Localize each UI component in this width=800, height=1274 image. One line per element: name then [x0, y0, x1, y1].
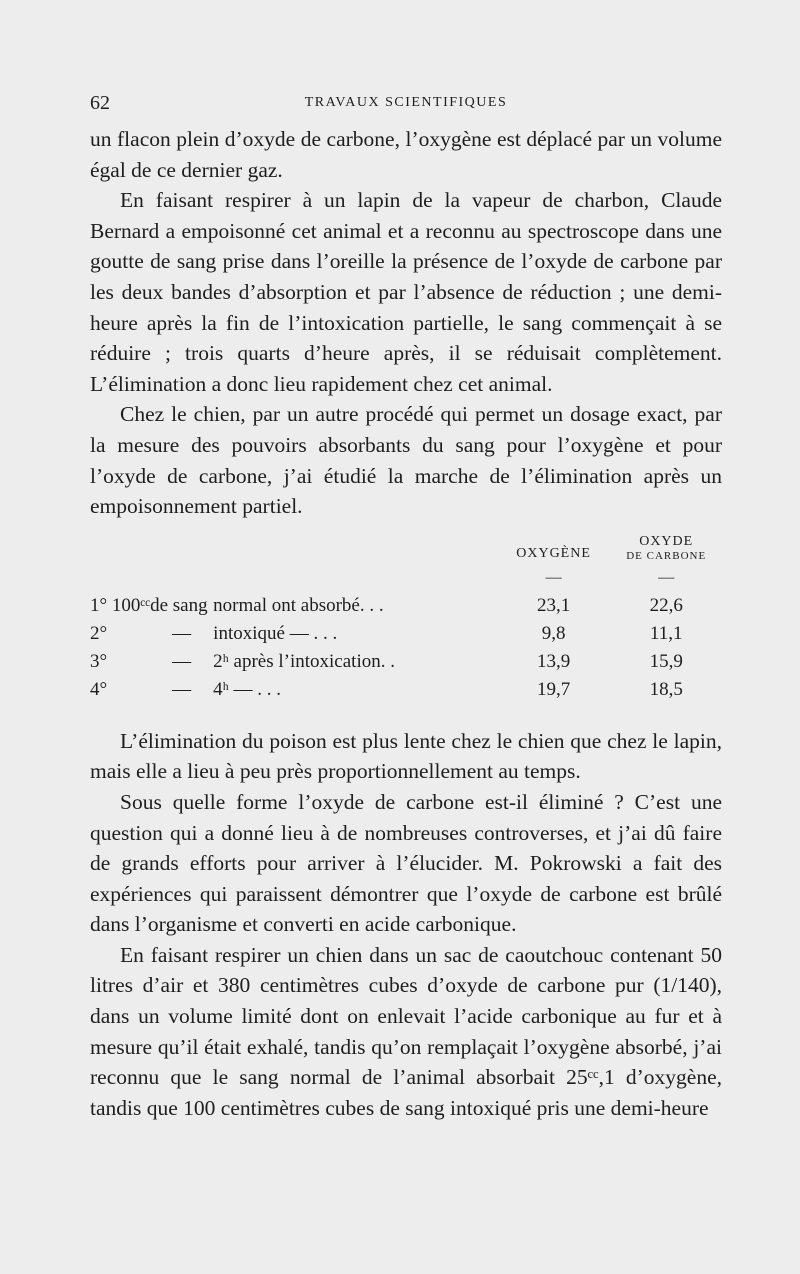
- page-header: [90, 92, 722, 116]
- oxyde-value: 18,5: [649, 678, 683, 700]
- paragraph: Sous quelle forme l’oxyde de carbone est-il éliminé ? C’est une question qui a donné lieu à de nombreuses controverses, et j’ai dû faire de grands efforts pour arriver à l’élucider. M. Pokrowski a fait des expériences qui paraissent démontrer que l’oxyde de carbone est brûlé dans l’organisme et converti en acide carbonique.: [90, 789, 722, 937]
- table-header-row: [90, 534, 722, 564]
- oxyde-value: 15,9: [649, 650, 683, 672]
- row-number: 3°: [90, 650, 108, 672]
- oxygene-value: 23,1: [536, 594, 571, 616]
- row-number: 4°: [90, 678, 108, 700]
- oxygene-value: 13,9: [536, 650, 571, 672]
- row-quantity: —: [172, 650, 192, 672]
- page-body: [90, 124, 722, 1123]
- row-description: 4ʰ — . . .: [213, 678, 282, 700]
- paragraph: En faisant respirer un chien dans un sac de caoutchouc contenant 50 litres d’air et 380 centimètres cubes d’oxyde de carbone pur (1/140), dans un volume limité dont on enlevait l’acide carbonique au fur et à mesure qu’il était exhalé, tandis qu’on remplaçait l’oxygène absorbé, j’ai reconnu que le sang normal de l’animal absorbait 25ᶜᶜ,1 d’oxygène, tandis que 100 centimètres cubes de sang intoxiqué pris une demi-heure: [90, 942, 722, 1120]
- row-description: 2ʰ après l’intoxication. .: [213, 650, 395, 672]
- oxygene-value: 9,8: [541, 622, 566, 644]
- row-quantity: —: [172, 678, 192, 700]
- oxygene-value: 19,7: [536, 678, 571, 700]
- table-header-blank: [90, 534, 497, 564]
- col-header-oxygene: [497, 534, 611, 564]
- absorption-table: [90, 534, 722, 704]
- table-row: [90, 592, 722, 620]
- table-row: [90, 648, 722, 676]
- col-header-oxyde: [610, 534, 722, 564]
- paragraph: un flacon plein d’oxyde de carbone, l’oxygène est déplacé par un volume égal de ce dernier gaz.: [90, 127, 722, 182]
- paragraph: Chez le chien, par un autre procédé qui permet un dosage exact, par la mesure des pouvoirs absorbants du sang pour l’oxygène et pour l’oxyde de carbone, j’ai étudié la marche de l’élimination après un empoisonnement partiel.: [90, 402, 722, 519]
- row-number: 1° 100ᶜᶜ: [90, 594, 151, 616]
- dash: —: [545, 568, 562, 586]
- row-description: intoxiqué — . . .: [213, 622, 338, 644]
- table-row: [90, 676, 722, 704]
- col-header-oxyde-label: OXYDE: [639, 533, 694, 549]
- dash: —: [658, 568, 675, 586]
- oxyde-value: 11,1: [649, 622, 683, 644]
- col-header-oxyde-sub: DE CARBONE: [626, 549, 707, 562]
- paragraph: L’élimination du poison est plus lente chez le chien que chez le lapin, mais elle a lieu à peu près proportionnellement au temps.: [90, 728, 722, 784]
- col-header-oxygene-label: OXYGÈNE: [516, 545, 591, 561]
- table-row: [90, 620, 722, 648]
- row-quantity: de sang: [150, 594, 208, 616]
- row-description: normal ont absorbé. . .: [213, 594, 384, 616]
- table-dash-row: [90, 564, 722, 592]
- row-number: 2°: [90, 622, 108, 644]
- running-title: TRAVAUX SCIENTIFIQUES: [304, 95, 508, 110]
- row-quantity: —: [172, 622, 192, 644]
- paragraph: En faisant respirer à un lapin de la vapeur de charbon, Claude Bernard a empoisonné cet animal et a reconnu au spectroscope dans une goutte de sang prise dans l’oreille la présence de l’oxyde de carbone par les deux bandes d’absorption et par l’absence de réduction ; une demi-heure après la fin de l’intoxication partielle, le sang commençait à se réduire ; trois quarts d’heure après, il se réduisait complètement. L’élimination a donc lieu rapidement chez cet animal.: [90, 188, 722, 396]
- oxyde-value: 22,6: [649, 594, 683, 616]
- page-number: 62: [90, 92, 110, 114]
